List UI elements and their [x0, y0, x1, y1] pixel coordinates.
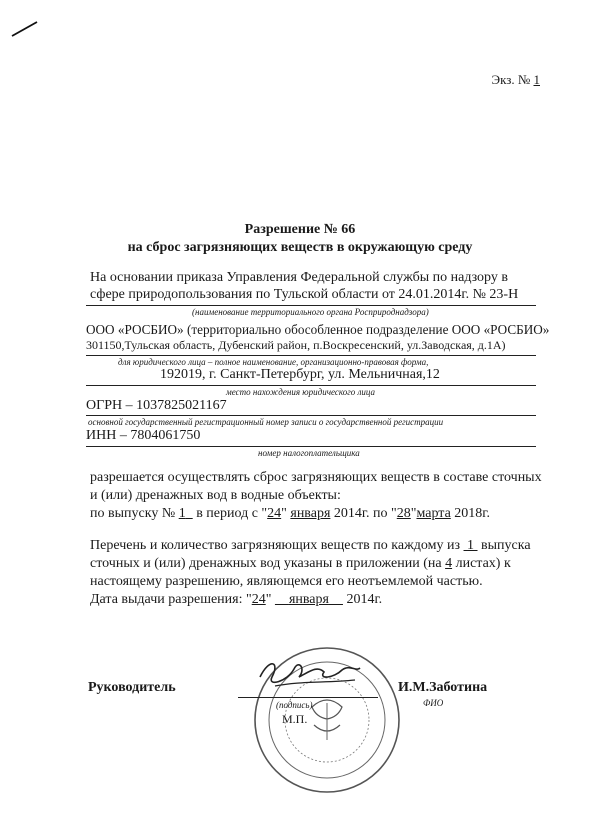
- signer-name: И.М.Заботина: [398, 680, 488, 695]
- outlet-number: 1: [178, 506, 186, 521]
- address-caption: место нахождения юридического лица: [226, 387, 376, 397]
- ogrn-caption: основной государственный регистрационный номер записи о государственной регистрации: [88, 417, 444, 427]
- org-caption: для юридического лица – полное наименование, организационно-правовая форма,: [118, 357, 429, 367]
- list-line-2: сточных и (или) дренажных вод указаны в приложении (на 4 листах) к: [90, 556, 511, 571]
- signature-icon: [255, 652, 365, 697]
- signer-name-caption: ФИО: [423, 698, 444, 708]
- inn-value: ИНН – 7804061750: [86, 428, 201, 443]
- ogrn-value: ОГРН – 1037825021167: [86, 398, 227, 413]
- permit-line-3: по выпуску № 1 в период с "24" января 2014г. по "28"марта 2018г.: [90, 506, 490, 521]
- permit-line-1: разрешается осуществлять сброс загрязняющих веществ в составе сточных: [90, 470, 542, 485]
- org-line-1: ООО «РОСБИО» (территориально обособленное подразделение ООО «РОСБИО»: [86, 322, 550, 337]
- inn-caption: номер налогоплательщика: [258, 448, 360, 458]
- basis-line-2: сфере природопользования по Тульской области от 24.01.2014г. № 23-Н: [90, 287, 519, 302]
- stamp-caption: М.П.: [282, 712, 308, 726]
- list-line-1: Перечень и количество загрязняющих веществ по каждому из 1 выпуска: [90, 538, 531, 553]
- org-line-2: 301150,Тульская область, Дубенский район, п.Воскресенский, ул.Заводская, д.1А): [86, 338, 506, 352]
- basis-line-1: На основании приказа Управления Федеральной службы по надзору в: [90, 270, 508, 285]
- signature-caption: (подпись): [276, 700, 313, 710]
- issue-date: Дата выдачи разрешения: "24" января 2014г.: [90, 592, 383, 607]
- permit-line-2: и (или) дренажных вод в водные объекты:: [90, 488, 341, 503]
- address-value: 192019, г. Санкт-Петербург, ул. Мельничная,12: [160, 367, 440, 382]
- basis-caption: (наименование территориального органа Росприроднадзора): [192, 307, 429, 317]
- document-title: Разрешение № 66 на сброс загрязняющих веществ в окружающую среду: [127, 222, 473, 255]
- list-line-3: настоящему разрешению, являющемся его неотъемлемой частью.: [90, 574, 483, 589]
- corner-mark-icon: [10, 18, 40, 40]
- copy-mark: Экз. № 1: [491, 72, 540, 87]
- signer-role: Руководитель: [88, 680, 176, 695]
